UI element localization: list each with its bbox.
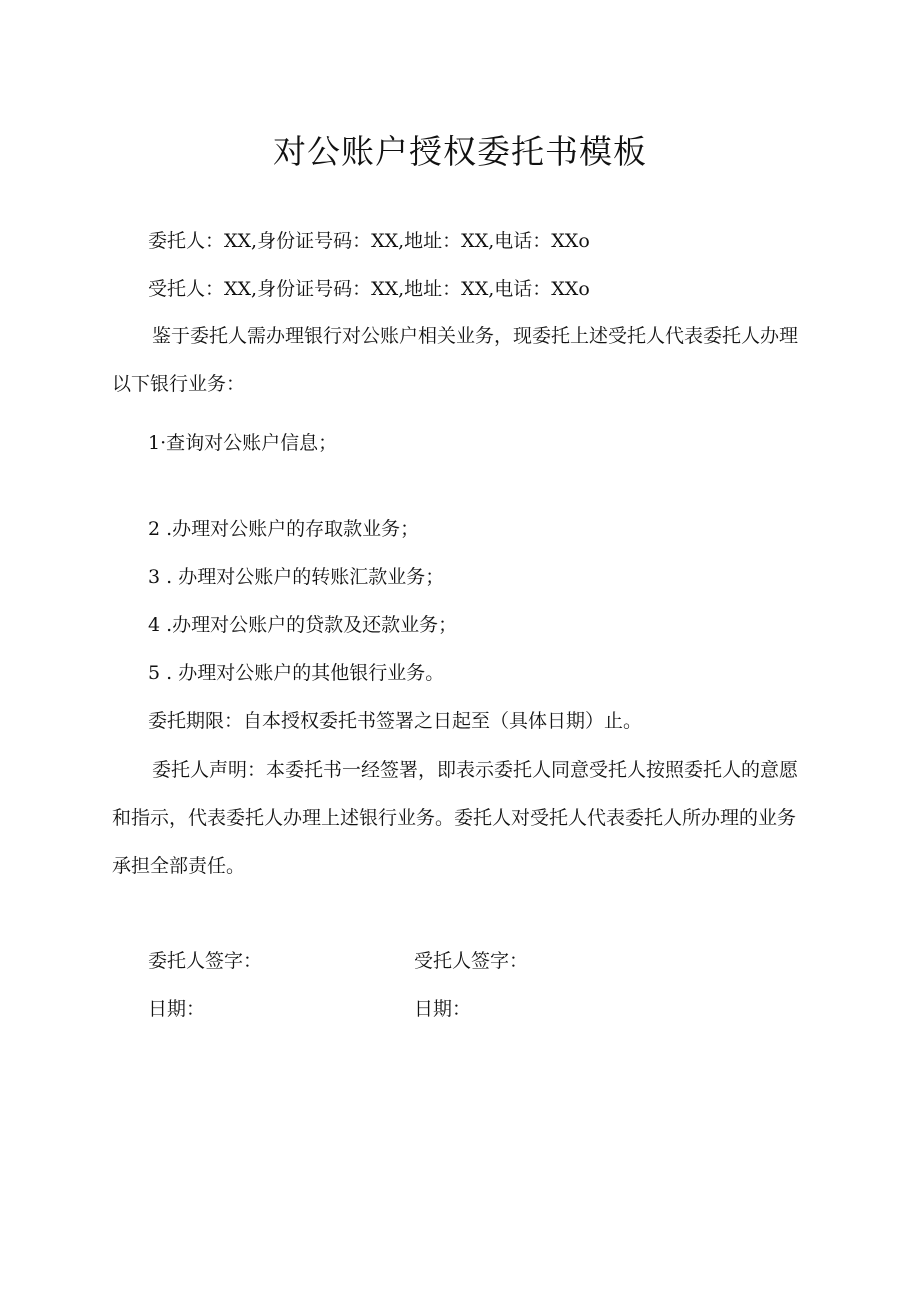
principal-signature-label: 委托人签字： [148, 950, 263, 972]
declaration-paragraph: 委托人声明：本委托书一经签署，即表示委托人同意受托人按照委托人的意愿和指示，代表委托人办理上述银行业务。委托人对受托人代表委托人所办理的业务承担全部责任。 [112, 759, 799, 877]
agent-line: 受托人：XX,身份证号码：XX,地址：XX,电话：XXo [148, 278, 590, 300]
principal-line: 委托人：XX,身份证号码：XX,地址：XX,电话：XXo [148, 230, 590, 252]
list-item: 1·查询对公账户信息； [148, 432, 338, 454]
list-item: 3 . 办理对公账户的转账汇款业务； [148, 566, 445, 588]
list-item: 4 .办理对公账户的贷款及还款业务； [148, 614, 458, 636]
list-item: 2 .办理对公账户的存取款业务； [148, 518, 420, 540]
principal-date-label: 日期： [148, 998, 206, 1020]
document-title: 对公账户授权委托书模板 [273, 132, 647, 171]
intro-paragraph: 鉴于委托人需办理银行对公账户相关业务，现委托上述受托人代表委托人办理以下银行业务： [112, 325, 799, 395]
agent-date-label: 日期： [414, 998, 472, 1020]
agent-signature-label: 受托人签字： [414, 950, 529, 972]
term-line: 委托期限：自本授权委托书签署之日起至（具体日期）止。 [148, 710, 643, 732]
list-item: 5 . 办理对公账户的其他银行业务。 [148, 662, 445, 684]
